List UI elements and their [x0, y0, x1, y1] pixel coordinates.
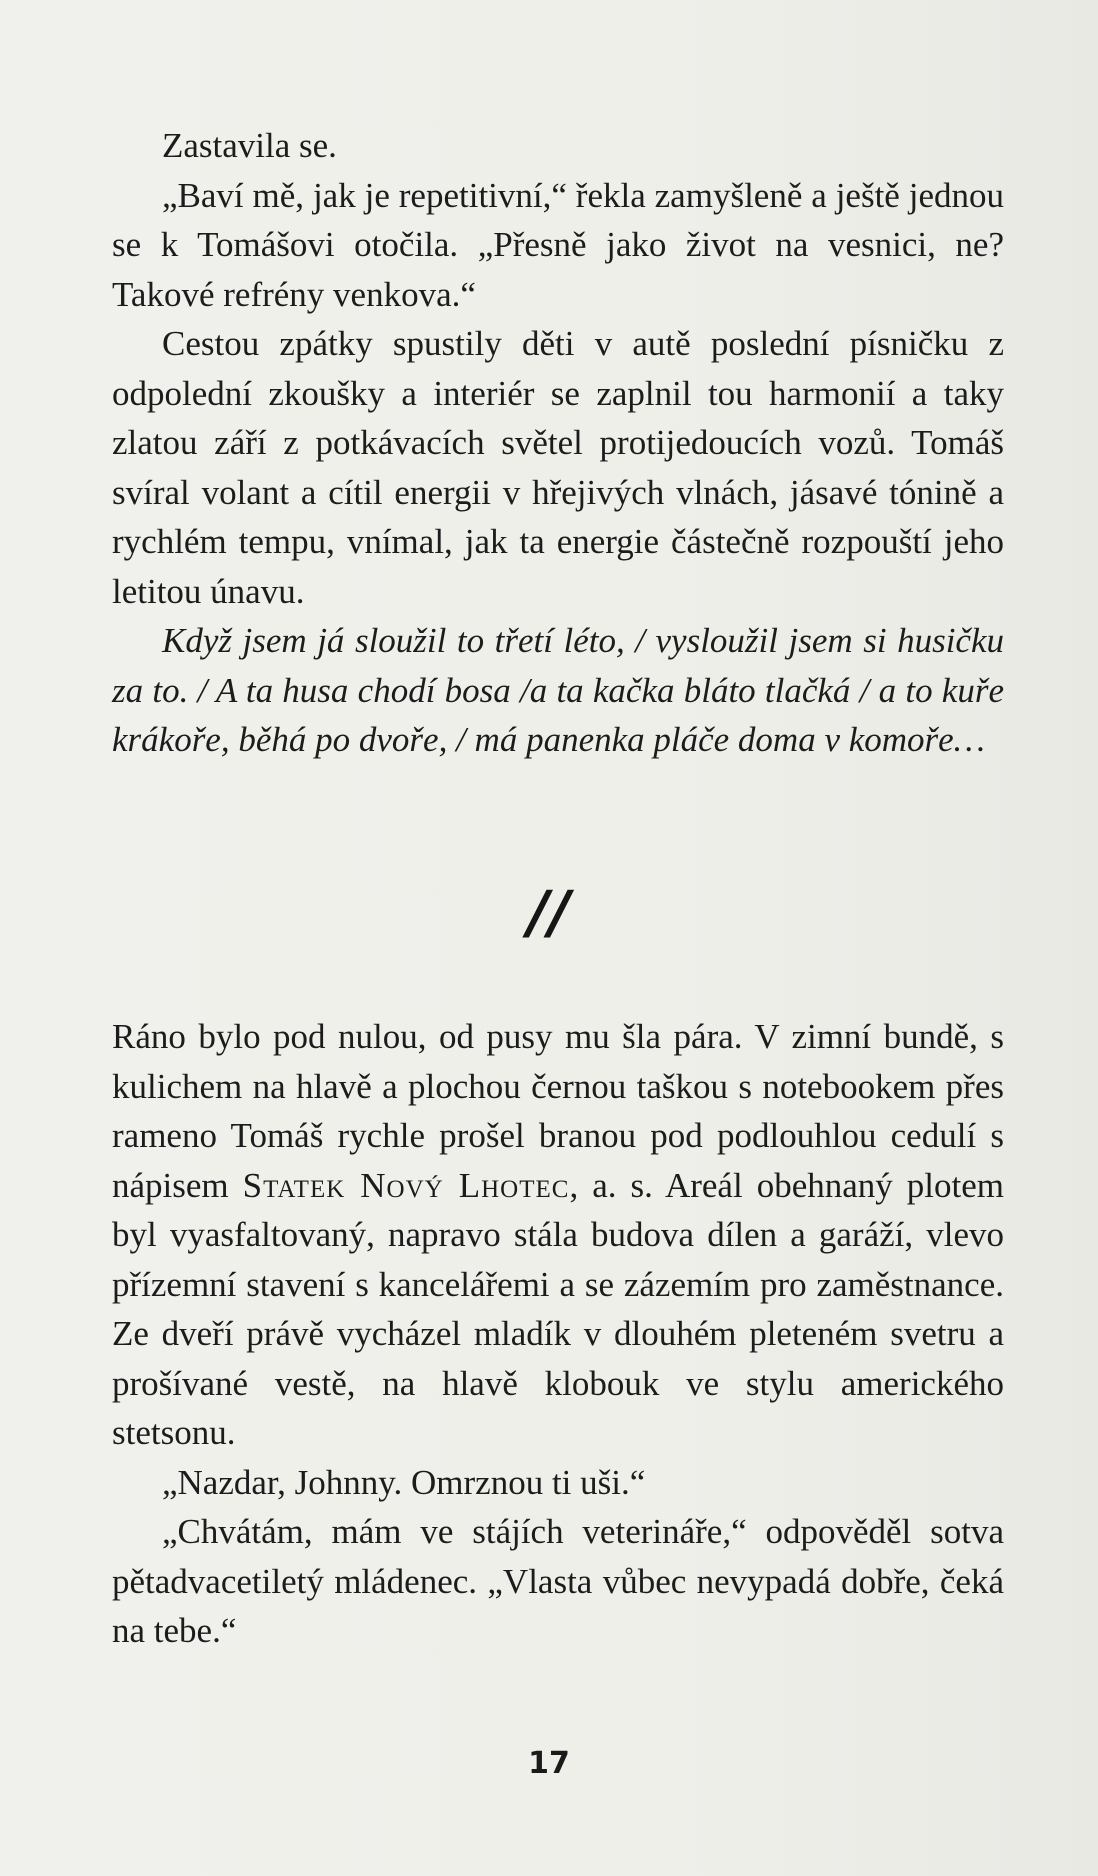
text-block-lower: [112, 1012, 1004, 1656]
paragraph-opening: [112, 1012, 1004, 1458]
dialogue-line: „Chvátám, mám ve stájích veterináře,“ odpověděl sotva pětadvacetiletý mládenec. „Vlasta vůbec nevypadá dobře, čeká na tebe.“: [112, 1512, 1004, 1650]
paragraph-text: , a. s. Areál obehnaný plotem byl vyasfaltovaný, napravo stála budova dílen a garáží, vlevo přízemní stavení s kancelářemi a se zázemím pro zaměstnance. Ze dveří právě vycházel mladík v dlouhém pleteném svetru a prošívané vestě, na hlavě klobouk ve stylu amerického stetsonu.: [112, 1165, 1004, 1452]
paragraph: Zastavila se.: [162, 126, 337, 165]
paragraph: „Baví mě, jak je repetitivní,“ řekla zamyšleně a ještě jednou se k Tomášovi otočila. „Přesně jako život na vesnici, ne? Takové refrény venkova.“: [112, 175, 1004, 314]
page-number: 17: [528, 1746, 570, 1781]
paragraph-text: Ráno bylo pod nulou, od pusy mu šla pára. V zimní bundě, s kulichem na hlavě a plochou černou taškou s notebookem přes rameno Tomáš rychle prošel branou pod podlouhlou cedulí s nápisem: [112, 1017, 1004, 1205]
sign-text: Statek Nový Lhotec: [242, 1165, 570, 1205]
paragraph: Cestou zpátky spustily děti v autě poslední písničku z odpolední zkoušky a interiér se zaplnil tou harmonií a taky zlatou září z potkávacích světel protijedoucích vozů. Tomáš svíral volant a cítil energii v hřejivých vlnách, jásavé tónině a rychlém tempu, vnímal, jak ta energie částečně rozpouští jeho letitou únavu.: [112, 324, 1004, 611]
text-block-upper: [112, 121, 1004, 765]
dialogue-line: „Nazdar, Johnny. Omrznou ti uši.“: [162, 1462, 646, 1502]
song-lyrics: Když jsem já sloužil to třetí léto, / vysloužil jsem si husičku za to. / A ta husa chodí bosa /a ta kačka bláto tlačká / a to kuře krákoře, běhá po dvoře, / má panenka pláče doma v komoře…: [112, 621, 1004, 759]
section-separator: //: [527, 878, 571, 946]
